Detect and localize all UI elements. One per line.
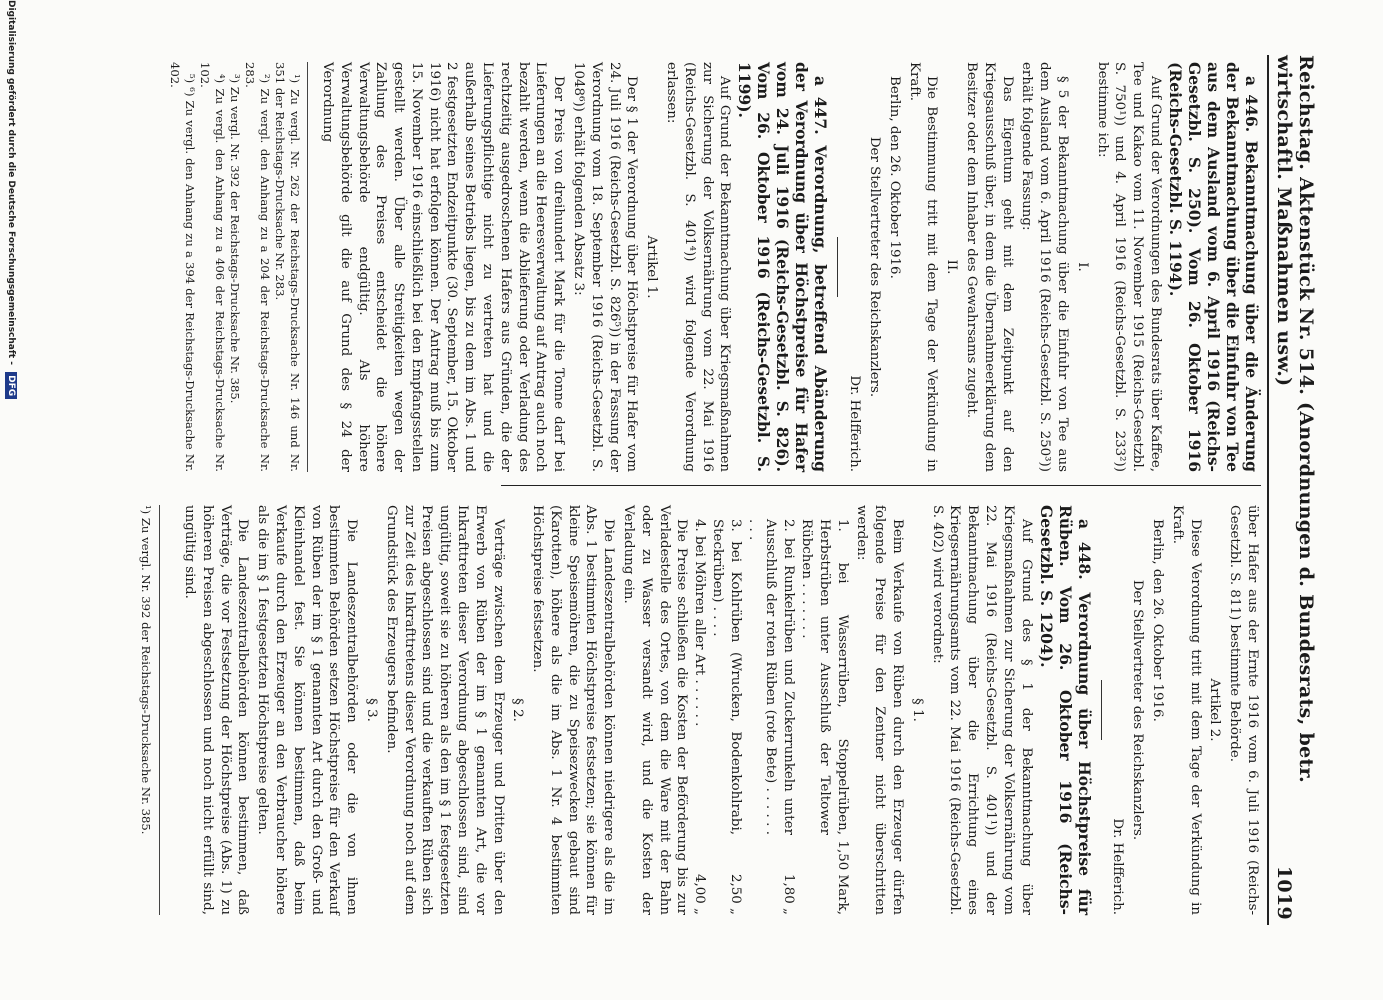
separator	[1101, 680, 1102, 740]
a448-section-2: § 2.	[510, 698, 526, 722]
a447-signer-title: Der Stellvertreter des Reichskanzlers.	[1130, 579, 1146, 841]
a448-section-3-para-1: Die Landeszentralbehörden oder die von ihnen bestimmten Behörden setzen Höchstpreise für den Verkauf von Rüben der im § 1 genannten Art durch den Groß- und Kleinhandel fest. Sie können bestimmen, daß beim Verkaufe durch den Erzeuger an den Verbraucher höhere als die im § 1 festgesetzten Höchstpreise gelten.	[255, 505, 360, 915]
a446-signer-title: Der Stellvertreter des Reichskanzlers.	[867, 136, 883, 398]
a448-section-2-text: Verträge zwischen dem Erzeuger und Dritten über den Erwerb von Rüben der im § 1 genannten Art, die vor Inkrafttreten dieser Verordnung abgeschlossen sind, sind ungültig, soweit sie zu höheren als den im § 1 festgesetzten Preisen abgeschlossen sind und die verkauften Rüben sich zur Zeit des Inkrafttretens dieser Verordnung noch auf dem Grundstück des Erzeugers befinden.	[383, 505, 506, 915]
price-item-value: 1,80 „	[781, 873, 797, 915]
price-item-value: 1,50 Mark,	[834, 840, 850, 915]
price-item-label: 1. bei Wasserrüben, Stoppelrüben, Herbstrüben unter Ausschluß der Teltower Rübchen . . . . . . .	[799, 519, 850, 835]
a448-section-3-para-2: Die Landeszentralbehörden können bestimmen, daß Verträge, die vor Festsetzung der Höchstpreise (Abs. 1) zu höheren Preisen abgeschlossen und noch nicht erfüllt sind, ungültig sind.	[181, 505, 251, 915]
a448-section-1-text: Beim Verkaufe von Rüben durch den Erzeuger dürfen folgende Preise für den Zentner nicht überschritten werden:	[854, 505, 906, 915]
a447-title: a 447. Verordnung, betreffend Abänderung der Verordnung über Höchstpreise für Hafer vom 24. Juli 1916 (Reichs-Gesetzbl. S. 826). Vom 26. Oktober 1916 (Reichs-Gesetzbl. S. 1199).	[735, 62, 831, 472]
header-title: Reichstag. Aktenstück Nr. 514. (Anordnungen d. Bundesrats, betr. wirtschaftl. Maßnahmen usw.)	[1273, 55, 1317, 784]
price-item	[797, 505, 850, 915]
a447-para-1: Der § 1 der Verordnung über Höchstpreise für Hafer vom 24. Juli 1916 (Reichs-Gesetzbl. S. 826⁵)) in der Fassung der Verordnung vom 18. September 1916 (Reichs-Gesetzbl. S. 1048⁶)) erhält folgenden Absatz 3:	[571, 62, 640, 472]
a446-signer: Dr. Helfferich.	[847, 375, 863, 472]
a448-intro: Auf Grund des § 1 der Bekanntmachung über Kriegsmaßnahmen zur Sicherung der Volksernährung vom 22. Mai 1916 (Reichs-Gesetzbl. S. 401¹)) und der Bekanntmachung über die Errichtung eines Kriegsernährungsamts vom 22. Mai 1916 (Reichs-Gesetzbl. S. 402) wird verordnet:	[929, 505, 1034, 915]
a447-signer: Dr. Helfferich.	[1110, 818, 1126, 915]
footnote: ¹) Zu vergl. Nr. 262 der Reichstags-Drucksache Nr. 146 und Nr. 351 der Reichstags-Drucksache Nr. 283.	[273, 62, 303, 472]
page-number: 1019	[1273, 865, 1295, 920]
a447-date: Berlin, den 26. Oktober 1916.	[1150, 519, 1166, 722]
a446-para-1: § 5 der Bekanntmachung über die Einfuhr von Tee aus dem Ausland vom 6. April 1916 (Reichs-Gesetzbl. S. 250³)) erhält folgende Fassung:	[1019, 62, 1071, 472]
digitization-note	[5, 0, 17, 1000]
left-column	[167, 62, 1261, 472]
a448-para-landes: Die Landeszentralbehörden können niedrigere als die im Abs. 1 bestimmten Höchstpreise festsetzen; sie können für kleine Speisemöhren, die zu Speisezwecken gebaut sind (Karotten), höhere als die im Abs. 1 Nr. 4 bestimmten Höchstpreise festsetzen.	[530, 505, 617, 915]
page-header	[1273, 55, 1317, 920]
footnote: ²) Zu vergl. den Anhang zu a 204 der Reichstags-Drucksache Nr. 283.	[243, 62, 273, 472]
a447-article-2: Artikel 2.	[1207, 678, 1223, 742]
left-footnotes	[167, 62, 308, 472]
price-list	[690, 505, 850, 915]
right-footnote: ¹) Zu vergl. Nr. 392 der Reichstags-Drucksache Nr. 385.	[136, 505, 160, 915]
separator	[837, 237, 838, 297]
a447-intro: Auf Grund der Bekanntmachung über Kriegsmaßnahmen zur Sicherung der Volksernährung vom 22. Mai 1916 (Reichs-Gesetzbl. S. 401⁴)) wird folgende Verordnung erlassen:	[664, 62, 733, 472]
price-item-label: 4. bei Möhren aller Art . . . . . .	[692, 519, 708, 727]
a447-article-1: Artikel 1.	[644, 235, 660, 299]
footnote: ³) Zu vergl. Nr. 392 der Reichstags-Drucksache Nr. 385.	[228, 74, 243, 404]
a446-title: a 446. Bekanntmachung über die Änderung der Bekanntmachung über die Einfuhr von Tee aus dem Ausland vom 6. April 1916 (Reichs-Gesetzbl. S. 250). Vom 26. Oktober 1916 (Reichs-Gesetzbl. S. 1194).	[1166, 62, 1261, 472]
price-item	[708, 505, 744, 915]
footnote: ⁵) ⁶) Zu vergl. den Anhang zu a 394 der Reichstags-Drucksache Nr. 402.	[168, 62, 198, 472]
a448-section-3: § 3.	[363, 698, 379, 722]
a446-section-1: I.	[1074, 262, 1090, 272]
price-item-value: 4,00 „	[692, 873, 708, 915]
a446-section-2: II.	[944, 259, 960, 275]
a448-section-1: § 1.	[909, 698, 925, 722]
a448-para-preise: Die Preise schließen die Kosten der Beförderung bis zur Verladestelle des Ortes, von dem die Ware mit der Bahn oder zu Wasser versandt wird, und die Kosten der Verladung ein.	[621, 505, 690, 915]
digitization-text: Digitalisierung gefördert durch die Deutsche Forschungsgemeinschaft -	[6, 0, 16, 365]
header-rule	[1267, 55, 1269, 925]
a446-date: Berlin, den 26. Oktober 1916.	[886, 76, 902, 279]
a447-continuation: über Hafer aus der Ernte 1916 vom 6. Juli 1916 (Reichs-Gesetzbl. S. 811) bestimmte Behörde.	[1227, 505, 1260, 915]
a446-para-2: Das Eigentum geht mit dem Zeitpunkt auf den Kriegsausschuß über, in dem die Übernahmeerklärung dem Besitzer oder dem Inhaber des Gewahrsams zugeht.	[964, 62, 1015, 472]
dfg-logo: DFG	[5, 372, 17, 399]
a447-para-2: Der Preis von dreihundert Mark für die Tonne darf bei Lieferungen an die Heeresverwaltung auf Antrag auch noch bezahlt werden, wenn die Ablieferung oder Verladung des rechtzeitig ausgedroschenen Hafers aus Gründen, die der Lieferungspflichtige nicht zu vertreten hat und die außerhalb seines Betriebs liegen, bis zu dem im Abs. 1 und 2 festgesetzten Endzeitpunkte (30. September, 15. Oktober 1916) nicht hat erfolgen können. Der Antrag muß bis zum 15. November 1916 einschließlich bei den Empfangsstellen gestellt werden. Über alle Streitigkeiten wegen der Zahlung des Preises entscheidet die höhere Verwaltungsbehörde endgültig. Als höhere Verwaltungsbehörde gilt die auf Grund des § 24 der Verordnung	[319, 62, 567, 472]
footnote: ⁴) Zu vergl. den Anhang zu a 406 der Reichstags-Drucksache Nr. 102.	[198, 62, 228, 472]
price-item	[690, 505, 708, 915]
column-divider	[501, 485, 1261, 486]
price-item	[744, 505, 797, 915]
right-column	[136, 505, 1261, 915]
a447-article-2-text: Diese Verordnung tritt mit dem Tage der Verkündung in Kraft.	[1169, 505, 1203, 915]
price-item-label: 3. bei Kohlrüben (Wrucken, Bodenkohlrabi, Steckrüben) . . . .	[710, 519, 743, 835]
a448-title: a 448. Verordnung über Höchstpreise für Rüben. Vom 26. Oktober 1916 (Reichs-Gesetzbl. S. 1204).	[1036, 505, 1094, 915]
a446-intro: Auf Grund der Verordnungen des Bundesrats über Kaffee, Tee und Kakao vom 11. November 1915 (Reichs-Gesetzbl. S. 750¹)) und 4. April 1916 (Reichs-Gesetzbl. S. 233²)) bestimme ich:	[1094, 62, 1163, 472]
price-item-label: 2. bei Runkelrüben und Zuckerrunkeln unter Ausschluß der roten Rüben (rote Bete) . . . . . . . . .	[745, 519, 797, 835]
price-item-value: 2,50 „	[727, 873, 743, 915]
a446-para-3: Die Bestimmung tritt mit dem Tage der Verkündung in Kraft.	[906, 62, 940, 472]
